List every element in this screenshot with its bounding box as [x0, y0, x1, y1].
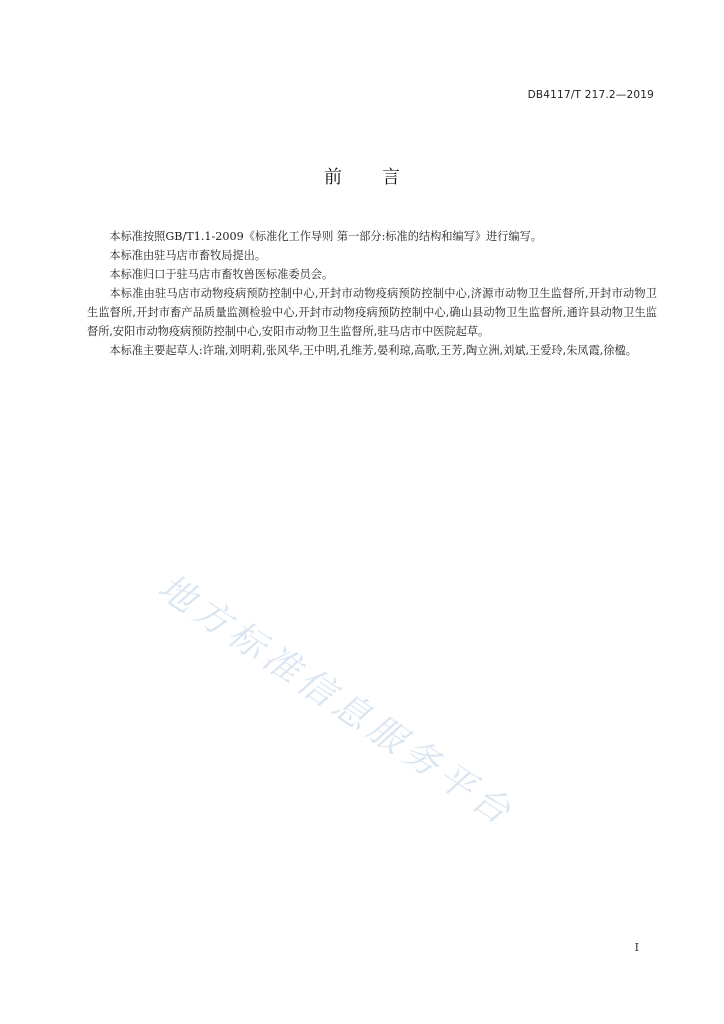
standard-code: DB4117/T 217.2—2019 [527, 89, 654, 101]
page-title [0, 163, 724, 189]
paragraph-proposer: 本标准由驻马店市畜牧局提出。 [109, 249, 267, 262]
paragraph-compilation-basis: 本标准按照GB/T1.1-2009《标准化工作导则 第一部分:标准的结构和编写》进行编写。 [109, 230, 542, 243]
watermark: 地方标准信息服务平台 [150, 566, 522, 836]
paragraph-drafters: 本标准主要起草人:许瑞,刘明莉,张风华,王中明,孔维芳,晏利琼,高歌,王芳,陶立洲,刘斌,王爱玲,朱凤霞,徐楹。 [109, 344, 637, 357]
foreword-body [87, 227, 657, 360]
title-char-2: 言 [382, 167, 400, 188]
title-char-1: 前 [324, 167, 342, 188]
page-number: I [634, 941, 639, 954]
paragraph-drafting-units: 本标准由驻马店市动物疫病预防控制中心,开封市动物疫病预防控制中心,济源市动物卫生监督所,开封市动物卫生监督所,开封市畜产品质量监测检验中心,开封市动物疫病预防控制中心,确山县动物卫生监督所,通许县动物卫生监督所,安阳市动物疫病预防控制中心,安阳市动物卫生监督所,驻马店市中医院起草。 [87, 287, 657, 338]
paragraph-centralized-unit: 本标准归口于驻马店市畜牧兽医标准委员会。 [109, 268, 334, 281]
